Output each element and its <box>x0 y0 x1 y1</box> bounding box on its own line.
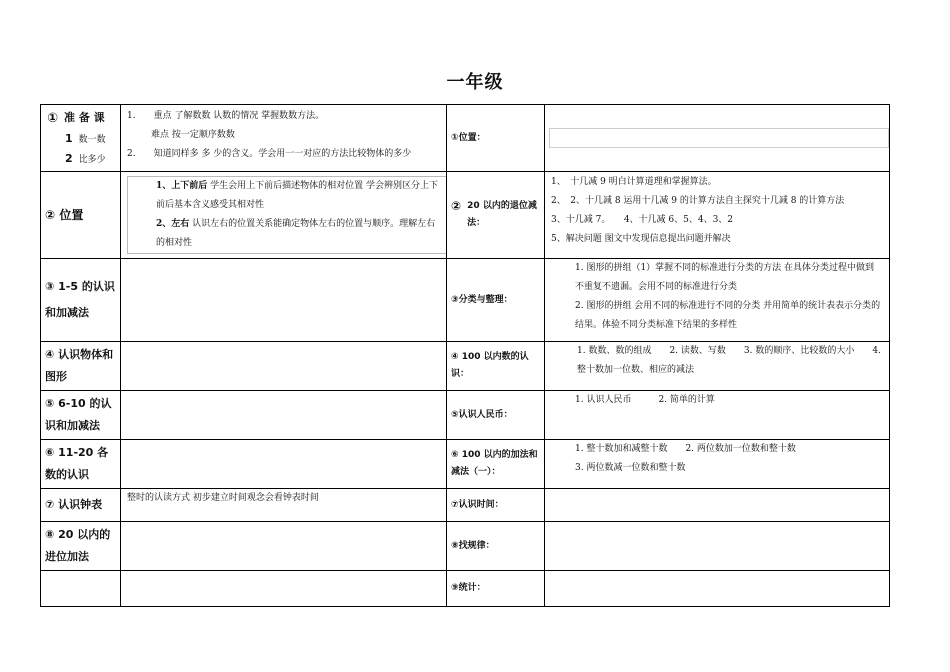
topic-label: ② 位置 <box>45 208 84 222</box>
content-line: 学生会用上下前后描述物体的相对位置 学会辨别区分上下前后基本含义感受其相对性 <box>156 181 438 210</box>
topic-label: 20 以内的退位减法： <box>467 201 537 228</box>
topic-label-cell <box>447 172 545 259</box>
topic-label-cell <box>447 391 545 440</box>
table-row <box>41 489 890 522</box>
content-line: 1、 十几减 9 明白计算道理和掌握算法。 <box>551 177 717 187</box>
table-row <box>41 440 890 489</box>
topic-content-cell <box>545 105 890 172</box>
content-line: 1. 重点 了解数数 认数的情况 掌握数数方法。 <box>127 111 325 121</box>
content-line: 难点 按一定顺序数数 <box>151 130 235 140</box>
topic-label-cell <box>41 105 121 172</box>
topic-label-cell <box>41 489 121 522</box>
content-line: 1. 数数、数的组成 2. 读数、写数 3. 数的顺序、比较数的大小 4. 整十数加一位数、相应的减法 <box>577 346 881 375</box>
topic-label-cell <box>41 391 121 440</box>
topic-content-cell <box>545 259 890 342</box>
subtopic-number: 2 <box>65 151 73 165</box>
subtopic-label: 数一数 <box>78 134 106 145</box>
content-line: 1. 图形的拼组（1）掌握不同的标准进行分类的方法 在具体分类过程中做到不重复不遗漏。会用不同的标准进行分类 <box>575 263 875 292</box>
table-row <box>41 105 890 172</box>
topic-content-cell <box>121 440 447 489</box>
topic-content-cell <box>121 172 447 259</box>
topic-label-cell <box>41 172 121 259</box>
table-row <box>41 571 890 607</box>
curriculum-table <box>40 104 890 607</box>
topic-label: ⑥ 100 以内的加法和减法（一）： <box>451 450 538 477</box>
topic-label-cell <box>447 259 545 342</box>
content-line: 1. 认识人民币 2. 简单的计算 <box>575 395 715 405</box>
topic-label: ④ 100 以内数的认识： <box>451 352 529 379</box>
topic-label-cell <box>41 522 121 571</box>
topic-label: ①位置： <box>451 132 486 143</box>
content-line: 3、十几减 7。 4、十几减 6、5、4、3、2 <box>551 215 734 225</box>
subtopic-number: 1 <box>65 131 73 145</box>
topic-label: ③分类与整理： <box>451 294 513 305</box>
topic-content-cell <box>545 571 890 607</box>
topic-label: ③ 1-5 的认识和加减法 <box>45 280 115 319</box>
topic-content-cell <box>121 342 447 391</box>
topic-label-cell <box>41 571 121 607</box>
topic-content-cell <box>545 522 890 571</box>
topic-content-cell <box>121 391 447 440</box>
content-line: 1. 整十数加和减整十数 2. 两位数加一位数和整十数 <box>575 444 796 454</box>
table-row <box>41 391 890 440</box>
topic-content-cell <box>121 571 447 607</box>
topic-content-cell <box>545 342 890 391</box>
topic-content-cell <box>121 259 447 342</box>
table-row <box>41 522 890 571</box>
topic-content-cell <box>121 489 447 522</box>
table-row <box>41 172 890 259</box>
content-heading: 2、左右 <box>156 219 190 229</box>
content-box <box>127 176 446 254</box>
content-line: 2、 2、十几减 8 运用十几减 9 的计算方法自主探究十几减 8 的计算方法 <box>551 196 845 206</box>
topic-label: ④ 认识物体和图形 <box>45 348 114 383</box>
topic-content-cell <box>545 440 890 489</box>
topic-label-cell <box>41 342 121 391</box>
topic-label-cell <box>447 342 545 391</box>
topic-label: ⑤认识人民币： <box>451 409 513 420</box>
topic-label-cell <box>447 571 545 607</box>
topic-content-cell <box>545 489 890 522</box>
topic-label: ⑨统计： <box>451 583 486 593</box>
topic-content-cell <box>545 391 890 440</box>
topic-number: ② <box>451 199 462 213</box>
topic-label: ⑧找规律： <box>451 540 495 551</box>
subtopic-label: 比多少 <box>78 154 106 165</box>
content-box <box>549 128 889 148</box>
content-line: 整时的认读方式 初步建立时间观念会看钟表时间 <box>127 493 319 503</box>
topic-label: ⑧ 20 以内的进位加法 <box>45 528 111 563</box>
topic-label-cell <box>447 105 545 172</box>
content-heading: 1、上下前后 <box>156 181 208 191</box>
topic-label: ⑥ 11-20 各数的认识 <box>45 446 109 481</box>
topic-label: ⑦ 认识钟表 <box>45 498 103 511</box>
topic-label <box>41 587 120 591</box>
content-line: 认识左右的位置关系能确定物体左右的位置与顺序。理解左右的相对性 <box>156 219 436 248</box>
topic-content-cell <box>545 172 890 259</box>
topic-label-cell <box>447 440 545 489</box>
topic-label: ⑦认识时间： <box>451 499 504 510</box>
topic-label-cell <box>41 440 121 489</box>
topic-label: ⑤ 6-10 的认识和加减法 <box>45 397 112 432</box>
topic-content-cell <box>121 105 447 172</box>
topic-label-cell <box>447 489 545 522</box>
content-line: 2. 图形的拼组 会用不同的标准进行不同的分类 并用简单的统计表表示分类的结果。体验不同分类标准下结果的多样性 <box>575 301 881 330</box>
content-line: 5、解决问题 图文中发现信息提出问题并解决 <box>551 234 731 244</box>
topic-content-cell <box>121 522 447 571</box>
topic-label-cell <box>41 259 121 342</box>
topic-number: ① <box>47 110 59 126</box>
topic-label: 准 备 课 <box>64 111 105 124</box>
content-line: 2. 知道同样多 多 少的含义。学会用一一对应的方法比较物体的多少 <box>127 149 412 159</box>
table-row <box>41 342 890 391</box>
content-line: 3. 两位数减一位数和整十数 <box>575 463 686 473</box>
table-row <box>41 259 890 342</box>
page-title: 一年级 <box>446 72 504 93</box>
topic-label-cell <box>447 522 545 571</box>
